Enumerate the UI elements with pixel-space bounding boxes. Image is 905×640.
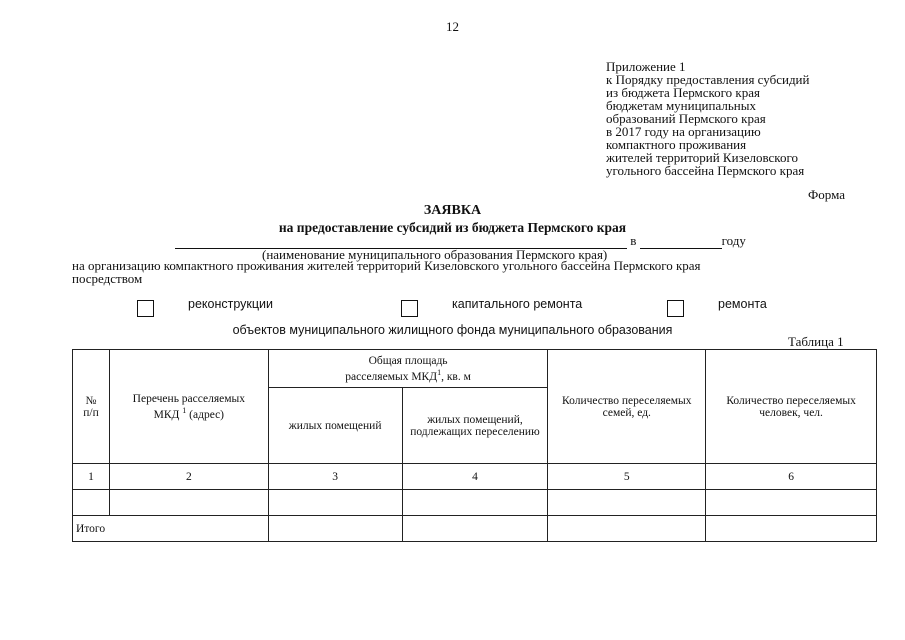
option-repair: ремонта: [718, 297, 767, 311]
appendix-line: бюджетам муниципальных: [606, 98, 756, 113]
objects-line: объектов муниципального жилищного фонда муниципального образования: [232, 323, 673, 337]
header-num-line1: №: [85, 394, 97, 407]
appendix-block: [606, 60, 866, 177]
col-number-2: 2: [109, 464, 268, 490]
appendix-line: в 2017 году на организацию: [606, 124, 761, 139]
header-list-mkd: МКД: [153, 408, 180, 421]
document-title: ЗАЯВКА: [423, 203, 482, 218]
appendix-line: Приложение 1: [606, 59, 686, 74]
col-number-5: 5: [548, 464, 706, 490]
total-label: Итого: [73, 516, 269, 542]
in-word: в: [630, 233, 637, 248]
purpose-line-2: посредством: [72, 271, 143, 286]
application-table: [72, 349, 877, 542]
checkbox-repair[interactable]: [667, 300, 684, 317]
table-cell[interactable]: [73, 490, 110, 516]
header-list-address: (адрес): [189, 408, 225, 421]
purpose-line-1: на организацию компактного проживания жителей территорий Кизеловского угольного бассейна Пермского края: [72, 258, 701, 273]
document-subtitle: на предоставление субсидий из бюджета Пермского края: [278, 220, 627, 235]
appendix-line: образований Пермского края: [606, 111, 766, 126]
header-list-line1: Перечень расселяемых: [132, 392, 246, 405]
header-list: [109, 350, 268, 464]
appendix-line: угольного бассейна Пермского края: [606, 163, 805, 178]
header-num-line2: п/п: [83, 406, 99, 419]
table-cell[interactable]: [402, 516, 548, 542]
appendix-line: из бюджета Пермского края: [606, 85, 761, 100]
header-num: [73, 350, 110, 464]
table-cell[interactable]: [706, 516, 877, 542]
year-word: году: [721, 233, 746, 248]
table-row: [73, 490, 877, 516]
footnote-mark: 1: [182, 405, 187, 415]
table-cell[interactable]: [548, 516, 706, 542]
header-living: жилых помещений: [268, 388, 402, 464]
form-label: Форма: [808, 187, 845, 202]
checkbox-capital-repair[interactable]: [401, 300, 418, 317]
header-area-line2: [272, 367, 545, 383]
header-people: Количество переселяемых человек, чел.: [706, 350, 877, 464]
header-area-line1: Общая площадь: [368, 354, 448, 367]
header-living-reloc: жилых помещений, подлежащих переселению: [402, 388, 548, 464]
appendix-line: к Порядку предоставления субсидий: [606, 72, 810, 87]
municipality-hint: (наименование муниципального образования Пермского края): [262, 247, 608, 262]
header-area: [268, 350, 548, 388]
total-row: [73, 516, 877, 542]
header-area-unit: , кв. м: [441, 370, 471, 383]
footnote-mark: 1: [437, 367, 442, 377]
col-number-1: 1: [73, 464, 110, 490]
table-cell[interactable]: [109, 490, 268, 516]
checkbox-reconstruction[interactable]: [137, 300, 154, 317]
year-blank[interactable]: [640, 236, 722, 249]
col-number-6: 6: [706, 464, 877, 490]
table-header-row: [73, 350, 877, 388]
col-number-3: 3: [268, 464, 402, 490]
table-cell[interactable]: [548, 490, 706, 516]
column-number-row: [73, 464, 877, 490]
header-area-mkd: расселяемых МКД: [345, 370, 438, 383]
header-families: Количество переселяемых семей, ед.: [548, 350, 706, 464]
header-list-line2: [113, 405, 265, 421]
table-cell[interactable]: [706, 490, 877, 516]
option-capital-repair: капитального ремонта: [452, 297, 583, 311]
option-reconstruction: реконструкции: [188, 297, 273, 311]
table-cell[interactable]: [268, 516, 402, 542]
col-number-4: 4: [402, 464, 548, 490]
table-cell[interactable]: [402, 490, 548, 516]
table-title: Таблица 1: [788, 334, 844, 349]
appendix-line: жителей территорий Кизеловского: [606, 150, 798, 165]
appendix-line: компактного проживания: [606, 137, 747, 152]
purpose-text: [72, 259, 832, 285]
table-cell[interactable]: [268, 490, 402, 516]
page-number: 12: [446, 19, 459, 34]
